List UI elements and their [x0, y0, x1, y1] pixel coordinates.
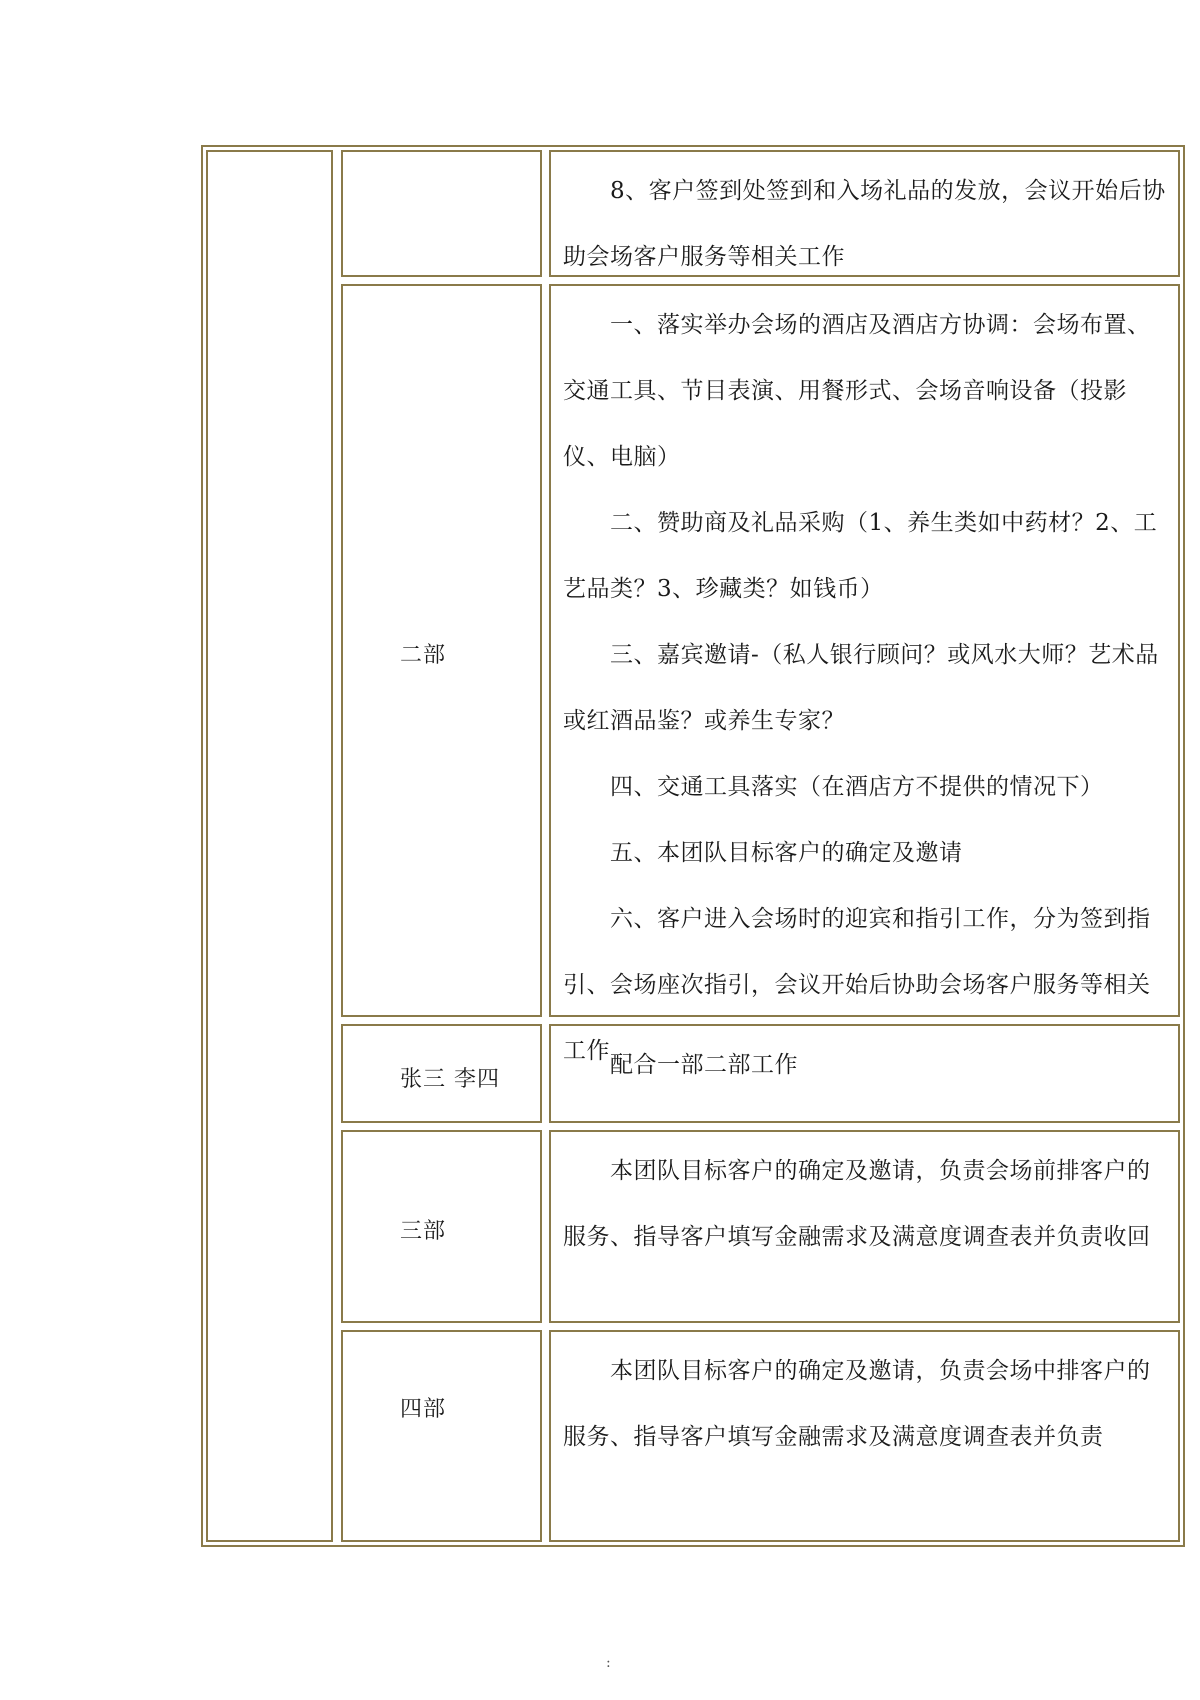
duty-cell-row-3 [549, 1024, 1180, 1123]
duty-cell-row-4 [549, 1130, 1180, 1323]
duty-paragraph: 二、赞助商及礼品采购（1、养生类如中药材？2、工艺品类？3、珍藏类？如钱币） [563, 510, 1158, 602]
duty-paragraph: 六、客户进入会场时的迎宾和指引工作，分为签到指引、会场座次指引，会议开始后协助会场客户服务等相关工作 [563, 906, 1151, 1064]
duty-cell-row-1 [549, 150, 1180, 277]
duty-paragraph: 三、嘉宾邀请-（私人银行顾问？或风水大师？艺术品或红酒品鉴？或养生专家？ [563, 642, 1159, 734]
department-label-row-5: 四部 [400, 1397, 447, 1422]
duty-paragraph: 五、本团队目标客户的确定及邀请 [610, 840, 963, 866]
department-cell-row-5 [341, 1330, 542, 1542]
page-footer-mark: : [606, 1655, 611, 1671]
department-cell-row-4 [341, 1130, 542, 1323]
duty-paragraph: 本团队目标客户的确定及邀请，负责会场中排客户的服务、指导客户填写金融需求及满意度调查表并负责 [563, 1358, 1151, 1450]
duty-paragraph: 8、客户签到处签到和入场礼品的发放，会议开始后协助会场客户服务等相关工作 [563, 178, 1166, 270]
duty-cell-row-2 [549, 284, 1180, 1064]
duty-paragraph: 本团队目标客户的确定及邀请，负责会场前排客户的服务、指导客户填写金融需求及满意度调查表并负责收回 [563, 1158, 1151, 1250]
table-grid [206, 150, 1180, 1542]
department-label-row-2: 二部 [400, 643, 447, 668]
duty-cell-row-5 [549, 1330, 1180, 1542]
merged-first-column-cell [206, 150, 333, 1542]
duty-paragraph: 一、落实举办会场的酒店及酒店方协调：会场布置、交通工具、节目表演、用餐形式、会场音响设备（投影仪、电脑） [563, 312, 1151, 470]
department-cell-row-2 [341, 284, 542, 1017]
responsibility-table [201, 145, 1185, 1547]
department-label-row-4: 三部 [400, 1219, 447, 1244]
department-cell-row-3 [341, 1024, 542, 1123]
department-label-row-3: 张三 李四 [400, 1067, 500, 1092]
duty-paragraph: 四、交通工具落实（在酒店方不提供的情况下） [610, 774, 1104, 800]
duty-paragraph: 配合一部二部工作 [610, 1052, 798, 1078]
department-cell-row-1 [341, 150, 542, 277]
